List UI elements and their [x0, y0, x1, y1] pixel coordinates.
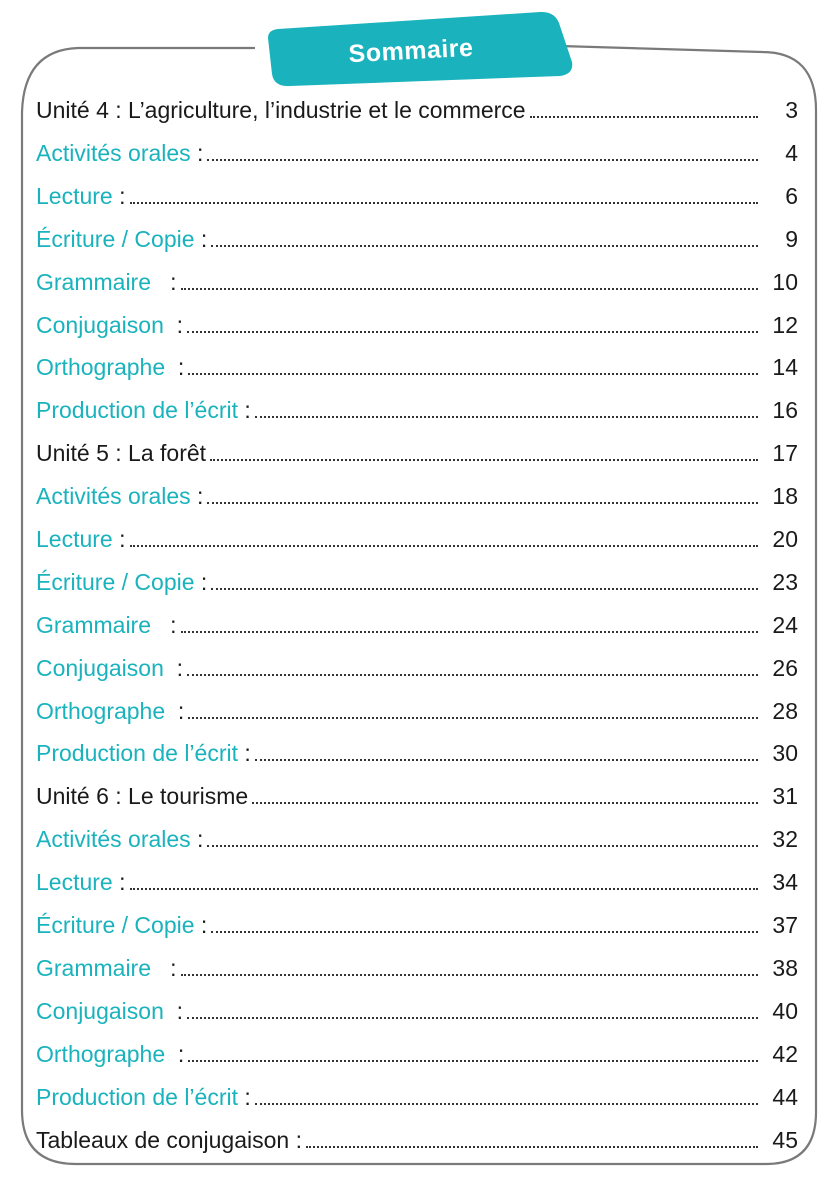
toc-entry-colon: : [194, 226, 208, 252]
dot-leader [130, 545, 759, 547]
toc-entry-colon: : [190, 826, 204, 852]
toc-entry-label: Conjugaison [36, 312, 164, 338]
toc-entry-colon: : [163, 998, 184, 1024]
dot-leader [252, 802, 758, 804]
toc-entry [36, 131, 798, 167]
toc-entry [36, 817, 798, 853]
toc-entry-page-number: 28 [772, 698, 798, 724]
dot-leader [187, 331, 758, 333]
toc-entry [36, 260, 798, 296]
toc-entry-page-number: 3 [785, 97, 798, 123]
page-title: Sommaire [347, 33, 475, 68]
dot-leader [188, 717, 758, 719]
toc-entry-colon: : [165, 354, 185, 380]
toc-entry-page-number: 6 [785, 183, 798, 209]
toc-entry [36, 646, 798, 682]
toc-entry-colon: : [165, 1041, 185, 1067]
dot-leader [181, 631, 758, 633]
toc-entry-label: Unité 6 : Le tourisme [36, 783, 249, 809]
toc-entry-colon: : [163, 655, 184, 681]
dot-leader [255, 416, 758, 418]
toc-entry-label: Écriture / Copie [36, 226, 195, 252]
dot-leader [181, 974, 758, 976]
toc-entry-page-number: 20 [772, 526, 798, 552]
toc-entry [36, 431, 798, 467]
toc-entry-label: Activités orales [36, 826, 191, 852]
toc-entry-label: Unité 5 : La forêt [36, 440, 207, 466]
toc-entry [36, 88, 798, 124]
toc-entry-page-number: 37 [772, 912, 798, 938]
toc-entry [36, 1118, 798, 1154]
dot-leader [255, 759, 758, 761]
toc-entry [36, 174, 798, 210]
toc-entry-label: Grammaire [36, 612, 152, 638]
dot-leader [211, 931, 758, 933]
toc-entry-page-number: 26 [772, 655, 798, 681]
toc-entry-label: Activités orales [36, 483, 191, 509]
toc-entry [36, 560, 798, 596]
toc-entry-label: Écriture / Copie [36, 569, 195, 595]
toc-entry-label: Orthographe [36, 698, 166, 724]
dot-leader [255, 1103, 758, 1105]
toc-entry-colon: : [238, 1084, 251, 1110]
toc-entry-colon: : [112, 526, 126, 552]
dot-leader [207, 159, 758, 161]
toc-entry-colon: : [151, 269, 177, 295]
toc-entry-label: Lecture [36, 526, 113, 552]
toc-entry-label: Tableaux de conjugaison : [36, 1127, 302, 1153]
toc-entry [36, 903, 798, 939]
toc-entry-label: Lecture [36, 183, 113, 209]
toc-entry-label: Production de l’écrit [36, 1084, 238, 1110]
toc-entry-colon: : [190, 140, 204, 166]
dot-leader [207, 845, 758, 847]
dot-leader [210, 459, 758, 461]
toc-entry-colon: : [238, 740, 251, 766]
toc-entry-page-number: 10 [772, 269, 798, 295]
toc-entry-label: Lecture [36, 869, 113, 895]
toc-entry-colon: : [112, 183, 126, 209]
toc-entry-label: Écriture / Copie [36, 912, 195, 938]
toc-entry-colon: : [190, 483, 204, 509]
toc-entry-page-number: 18 [772, 483, 798, 509]
toc-entry-page-number: 40 [772, 998, 798, 1024]
toc-entry [36, 303, 798, 339]
toc-entry-label: Grammaire [36, 955, 152, 981]
toc-entry-page-number: 14 [772, 354, 798, 380]
toc-entry-page-number: 31 [772, 783, 798, 809]
toc-entry [36, 774, 798, 810]
toc-entry-page-number: 44 [772, 1084, 798, 1110]
dot-leader [187, 674, 758, 676]
toc-entry-page-number: 12 [772, 312, 798, 338]
dot-leader [207, 502, 758, 504]
toc-entry [36, 474, 798, 510]
toc-entry-page-number: 24 [772, 612, 798, 638]
toc-entry [36, 946, 798, 982]
toc-entry [36, 217, 798, 253]
toc-entry-page-number: 45 [772, 1127, 798, 1153]
toc-entry-page-number: 30 [772, 740, 798, 766]
toc-entry-label: Grammaire [36, 269, 152, 295]
toc-entry [36, 388, 798, 424]
toc-entry-colon: : [194, 569, 208, 595]
dot-leader [181, 288, 758, 290]
toc-entry [36, 517, 798, 553]
toc-entry-colon: : [238, 397, 251, 423]
toc-entry [36, 731, 798, 767]
toc-entry-label: Orthographe [36, 354, 166, 380]
toc-entry-label: Unité 4 : L’agriculture, l’industrie et le commerce [36, 97, 526, 123]
dot-leader [306, 1146, 758, 1148]
toc-entry-label: Production de l’écrit [36, 740, 238, 766]
toc-entry-label: Conjugaison [36, 655, 164, 681]
dot-leader [530, 116, 758, 118]
toc-entry-page-number: 16 [772, 397, 798, 423]
toc-entry [36, 603, 798, 639]
toc-entry-page-number: 32 [772, 826, 798, 852]
toc-entry-page-number: 4 [785, 140, 798, 166]
toc-entry-label: Production de l’écrit [36, 397, 238, 423]
dot-leader [188, 373, 758, 375]
dot-leader [211, 245, 758, 247]
toc-entry [36, 1075, 798, 1111]
toc-entry-colon: : [194, 912, 208, 938]
toc-entry-colon: : [163, 312, 184, 338]
toc-entry-page-number: 17 [772, 440, 798, 466]
toc-entry-page-number: 42 [772, 1041, 798, 1067]
dot-leader [130, 888, 759, 890]
toc-entry-label: Activités orales [36, 140, 191, 166]
toc-entry-page-number: 23 [772, 569, 798, 595]
toc-entry-label: Orthographe [36, 1041, 166, 1067]
toc-entry-page-number: 9 [785, 226, 798, 252]
dot-leader [130, 202, 759, 204]
toc-entry-colon: : [151, 612, 177, 638]
toc-entry [36, 860, 798, 896]
dot-leader [187, 1017, 758, 1019]
toc-entry-colon: : [165, 698, 185, 724]
dot-leader [188, 1060, 758, 1062]
toc-entry-colon: : [151, 955, 177, 981]
toc-entry [36, 689, 798, 725]
toc-entry-label: Conjugaison [36, 998, 164, 1024]
toc-entry-colon: : [112, 869, 126, 895]
dot-leader [211, 588, 758, 590]
toc-entry-page-number: 34 [772, 869, 798, 895]
toc-entry-page-number: 38 [772, 955, 798, 981]
toc-entry [36, 1032, 798, 1068]
toc-entry [36, 345, 798, 381]
toc-entry [36, 989, 798, 1025]
